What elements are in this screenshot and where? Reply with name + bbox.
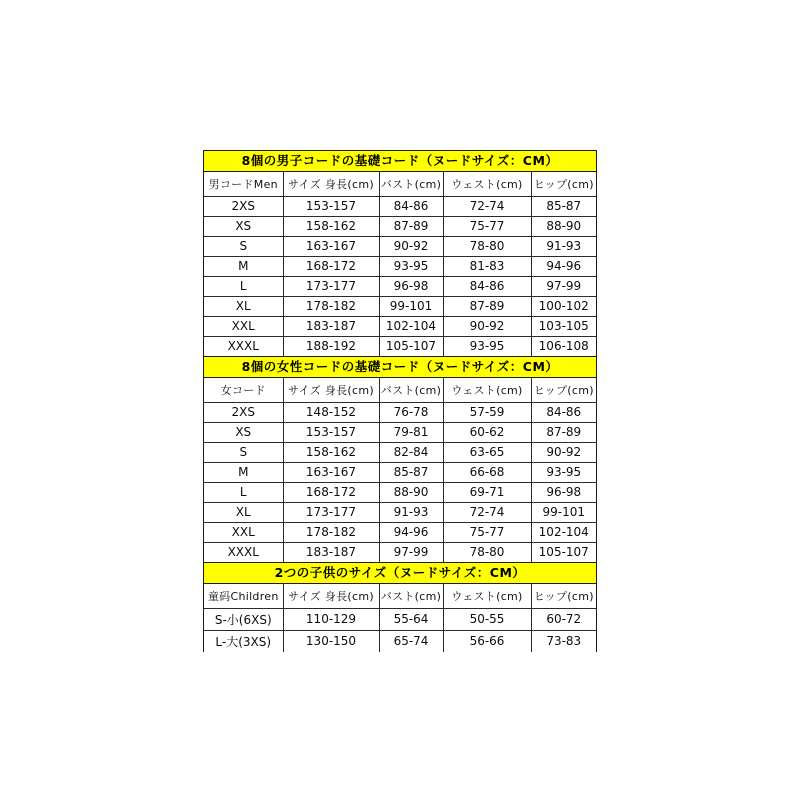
bust-cell: 76-78: [379, 402, 443, 422]
waist-cell: 69-71: [443, 482, 531, 502]
men-size-table: [204, 172, 596, 356]
women-size-table: [204, 378, 596, 562]
waist-cell: 75-77: [443, 216, 531, 236]
women-section-title: 8個の女性コードの基礎コード（ヌードサイズ：CM）: [204, 356, 596, 378]
waist-cell: 72-74: [443, 196, 531, 216]
table-row: [204, 316, 596, 336]
column-header-height: サイズ 身長(cm): [283, 378, 379, 402]
hip-cell: 96-98: [531, 482, 596, 502]
table-row: [204, 276, 596, 296]
height-cell: 188-192: [283, 336, 379, 356]
column-header-hip: ヒップ(cm): [531, 378, 596, 402]
height-cell: 178-182: [283, 522, 379, 542]
waist-cell: 84-86: [443, 276, 531, 296]
size-cell: XL: [204, 502, 283, 522]
hip-cell: 88-90: [531, 216, 596, 236]
column-header-bust: バスト(cm): [379, 378, 443, 402]
height-cell: 153-157: [283, 422, 379, 442]
hip-cell: 85-87: [531, 196, 596, 216]
column-header-bust: バスト(cm): [379, 172, 443, 196]
table-row: [204, 442, 596, 462]
waist-cell: 56-66: [443, 630, 531, 652]
size-cell: M: [204, 462, 283, 482]
hip-cell: 93-95: [531, 462, 596, 482]
table-row: [204, 422, 596, 442]
hip-cell: 94-96: [531, 256, 596, 276]
waist-cell: 81-83: [443, 256, 531, 276]
size-cell: 2XS: [204, 402, 283, 422]
table-row: [204, 402, 596, 422]
men-header-row: [204, 172, 596, 196]
size-cell: S: [204, 442, 283, 462]
table-row: [204, 522, 596, 542]
bust-cell: 91-93: [379, 502, 443, 522]
hip-cell: 100-102: [531, 296, 596, 316]
height-cell: 178-182: [283, 296, 379, 316]
table-row: [204, 630, 596, 652]
waist-cell: 60-62: [443, 422, 531, 442]
table-row: [204, 256, 596, 276]
height-cell: 183-187: [283, 542, 379, 562]
height-cell: 183-187: [283, 316, 379, 336]
height-cell: 173-177: [283, 502, 379, 522]
waist-cell: 72-74: [443, 502, 531, 522]
size-cell: XS: [204, 422, 283, 442]
waist-cell: 78-80: [443, 542, 531, 562]
height-cell: 148-152: [283, 402, 379, 422]
column-header-waist: ウェスト(cm): [443, 584, 531, 608]
bust-cell: 96-98: [379, 276, 443, 296]
hip-cell: 90-92: [531, 442, 596, 462]
height-cell: 130-150: [283, 630, 379, 652]
hip-cell: 102-104: [531, 522, 596, 542]
bust-cell: 79-81: [379, 422, 443, 442]
table-row: [204, 462, 596, 482]
bust-cell: 97-99: [379, 542, 443, 562]
table-row: [204, 296, 596, 316]
column-header-hip: ヒップ(cm): [531, 584, 596, 608]
women-header-row: [204, 378, 596, 402]
children-header-row: [204, 584, 596, 608]
height-cell: 168-172: [283, 256, 379, 276]
bust-cell: 84-86: [379, 196, 443, 216]
height-cell: 153-157: [283, 196, 379, 216]
height-cell: 110-129: [283, 608, 379, 630]
hip-cell: 106-108: [531, 336, 596, 356]
children-section-title: 2つの子供のサイズ（ヌードサイズ：CM）: [204, 562, 596, 584]
waist-cell: 87-89: [443, 296, 531, 316]
column-header-waist: ウェスト(cm): [443, 378, 531, 402]
hip-cell: 97-99: [531, 276, 596, 296]
hip-cell: 91-93: [531, 236, 596, 256]
size-cell: XXL: [204, 316, 283, 336]
table-row: [204, 542, 596, 562]
size-cell: M: [204, 256, 283, 276]
waist-cell: 78-80: [443, 236, 531, 256]
size-cell: XXXL: [204, 336, 283, 356]
waist-cell: 93-95: [443, 336, 531, 356]
height-cell: 163-167: [283, 236, 379, 256]
table-row: [204, 482, 596, 502]
size-cell: L-大(3XS): [204, 630, 283, 652]
column-header-size-code: 童码Children: [204, 584, 283, 608]
bust-cell: 105-107: [379, 336, 443, 356]
height-cell: 168-172: [283, 482, 379, 502]
table-row: [204, 216, 596, 236]
waist-cell: 66-68: [443, 462, 531, 482]
size-cell: XS: [204, 216, 283, 236]
size-cell: S: [204, 236, 283, 256]
hip-cell: 60-72: [531, 608, 596, 630]
table-row: [204, 502, 596, 522]
hip-cell: 73-83: [531, 630, 596, 652]
bust-cell: 93-95: [379, 256, 443, 276]
bust-cell: 65-74: [379, 630, 443, 652]
bust-cell: 94-96: [379, 522, 443, 542]
children-size-table: [204, 584, 596, 652]
size-cell: S-小(6XS): [204, 608, 283, 630]
waist-cell: 90-92: [443, 316, 531, 336]
bust-cell: 102-104: [379, 316, 443, 336]
bust-cell: 88-90: [379, 482, 443, 502]
column-header-size-code: 女コード: [204, 378, 283, 402]
column-header-waist: ウェスト(cm): [443, 172, 531, 196]
waist-cell: 57-59: [443, 402, 531, 422]
bust-cell: 82-84: [379, 442, 443, 462]
hip-cell: 99-101: [531, 502, 596, 522]
height-cell: 158-162: [283, 442, 379, 462]
hip-cell: 87-89: [531, 422, 596, 442]
hip-cell: 105-107: [531, 542, 596, 562]
hip-cell: 84-86: [531, 402, 596, 422]
hip-cell: 103-105: [531, 316, 596, 336]
table-row: [204, 196, 596, 216]
size-chart: [203, 150, 597, 652]
bust-cell: 87-89: [379, 216, 443, 236]
men-section-title: 8個の男子コードの基礎コード（ヌードサイズ：CM）: [204, 151, 596, 172]
waist-cell: 50-55: [443, 608, 531, 630]
size-cell: L: [204, 482, 283, 502]
table-row: [204, 608, 596, 630]
column-header-bust: バスト(cm): [379, 584, 443, 608]
column-header-height: サイズ 身長(cm): [283, 584, 379, 608]
size-cell: L: [204, 276, 283, 296]
size-cell: 2XS: [204, 196, 283, 216]
size-cell: XL: [204, 296, 283, 316]
waist-cell: 75-77: [443, 522, 531, 542]
size-cell: XXL: [204, 522, 283, 542]
column-header-hip: ヒップ(cm): [531, 172, 596, 196]
height-cell: 163-167: [283, 462, 379, 482]
table-row: [204, 336, 596, 356]
table-row: [204, 236, 596, 256]
bust-cell: 85-87: [379, 462, 443, 482]
column-header-height: サイズ 身長(cm): [283, 172, 379, 196]
bust-cell: 90-92: [379, 236, 443, 256]
height-cell: 173-177: [283, 276, 379, 296]
bust-cell: 55-64: [379, 608, 443, 630]
size-cell: XXXL: [204, 542, 283, 562]
height-cell: 158-162: [283, 216, 379, 236]
waist-cell: 63-65: [443, 442, 531, 462]
bust-cell: 99-101: [379, 296, 443, 316]
column-header-size-code: 男コードMen: [204, 172, 283, 196]
